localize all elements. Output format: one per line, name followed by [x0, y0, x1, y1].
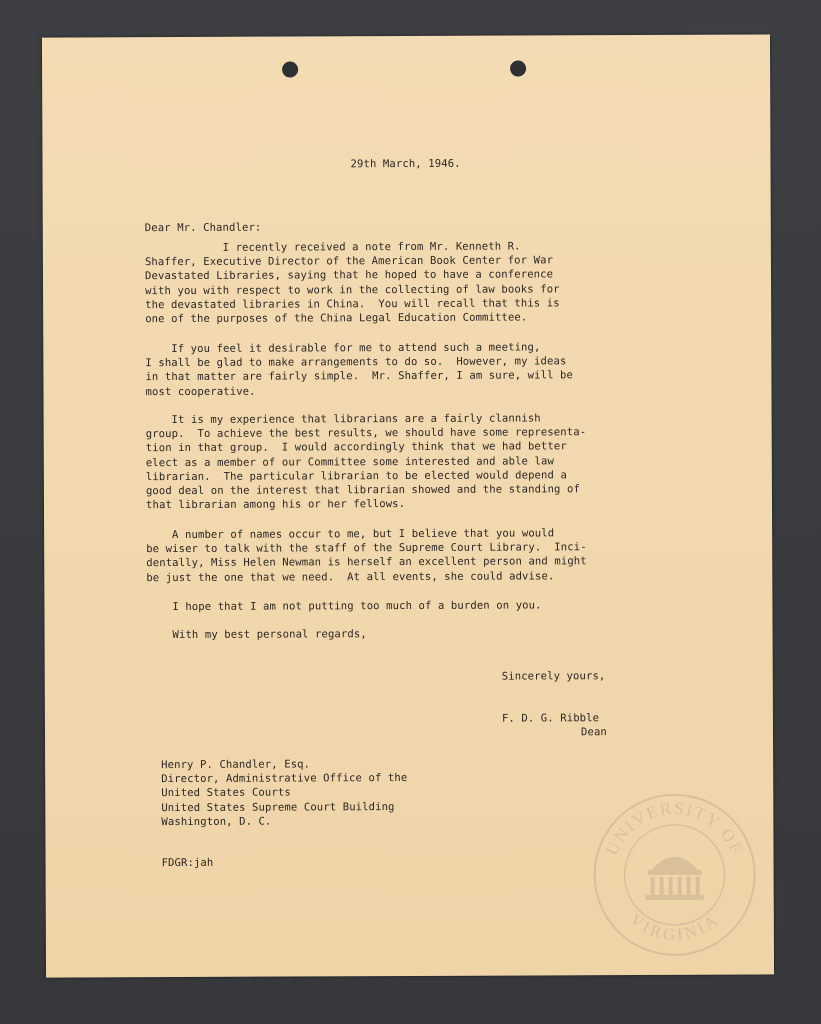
rotunda-seal-icon	[591, 791, 758, 958]
complimentary-close: Sincerely yours,	[501, 670, 606, 683]
signer-title: Dean	[580, 726, 607, 739]
letter-page	[42, 34, 774, 977]
paragraph-6: With my best personal regards,	[146, 628, 367, 642]
paragraph-5: I hope that I am not putting too much of a burden on you.	[146, 599, 542, 614]
reference-initials: FDGR:jah	[161, 856, 214, 870]
signer-name: F. D. G. Ribble	[501, 712, 600, 725]
letter-date: 29th March, 1946.	[350, 157, 461, 171]
seal-text-bottom: VIRGINIA	[626, 909, 724, 945]
salutation: Dear Mr. Chandler:	[144, 221, 262, 235]
punch-hole-right	[510, 60, 526, 76]
seal-text-top: UNIVERSITY OF	[602, 798, 747, 858]
paragraph-1: I recently received a note from Mr. Kenneth R. Shaffer, Executive Director of the American Book Center for War Devastated Libraries, saying that he hoped to have a conference with you with respect to work in the collecting of law books for the devastated libraries in China. You will recall that this is one of the purposes of the China Legal Education Committee.	[144, 240, 560, 326]
paragraph-4: A number of names occur to me, but I believe that you would be wiser to talk with the staff of the Supreme Court Library. Inci- dentally, Miss Helen Newman is herself an excellent person and might be just the one that we need. At all events, she could advise.	[146, 527, 587, 584]
paragraph-3: It is my experience that librarians are a fairly clannish group. To achieve the best results, we should have some representa- tion in that group. I would accordingly think that we had better elect as a member of our Committee some interested and able law librarian. The particular librarian to be elected would depend a good deal on the interest that librarian showed and the standing of that librarian among his or her fellows.	[145, 412, 587, 512]
recipient-address: Henry P. Chandler, Esq. Director, Administrative Office of the United States Courts United States Supreme Court Building Washington, D. C.	[161, 758, 408, 828]
paragraph-2: If you feel it desirable for me to attend such a meeting, I shall be glad to make arrangements to do so. However, my ideas in that matter are fairly simple. Mr. Shaffer, I am sure, will be most cooperative.	[145, 341, 574, 398]
punch-hole-left	[282, 61, 298, 77]
